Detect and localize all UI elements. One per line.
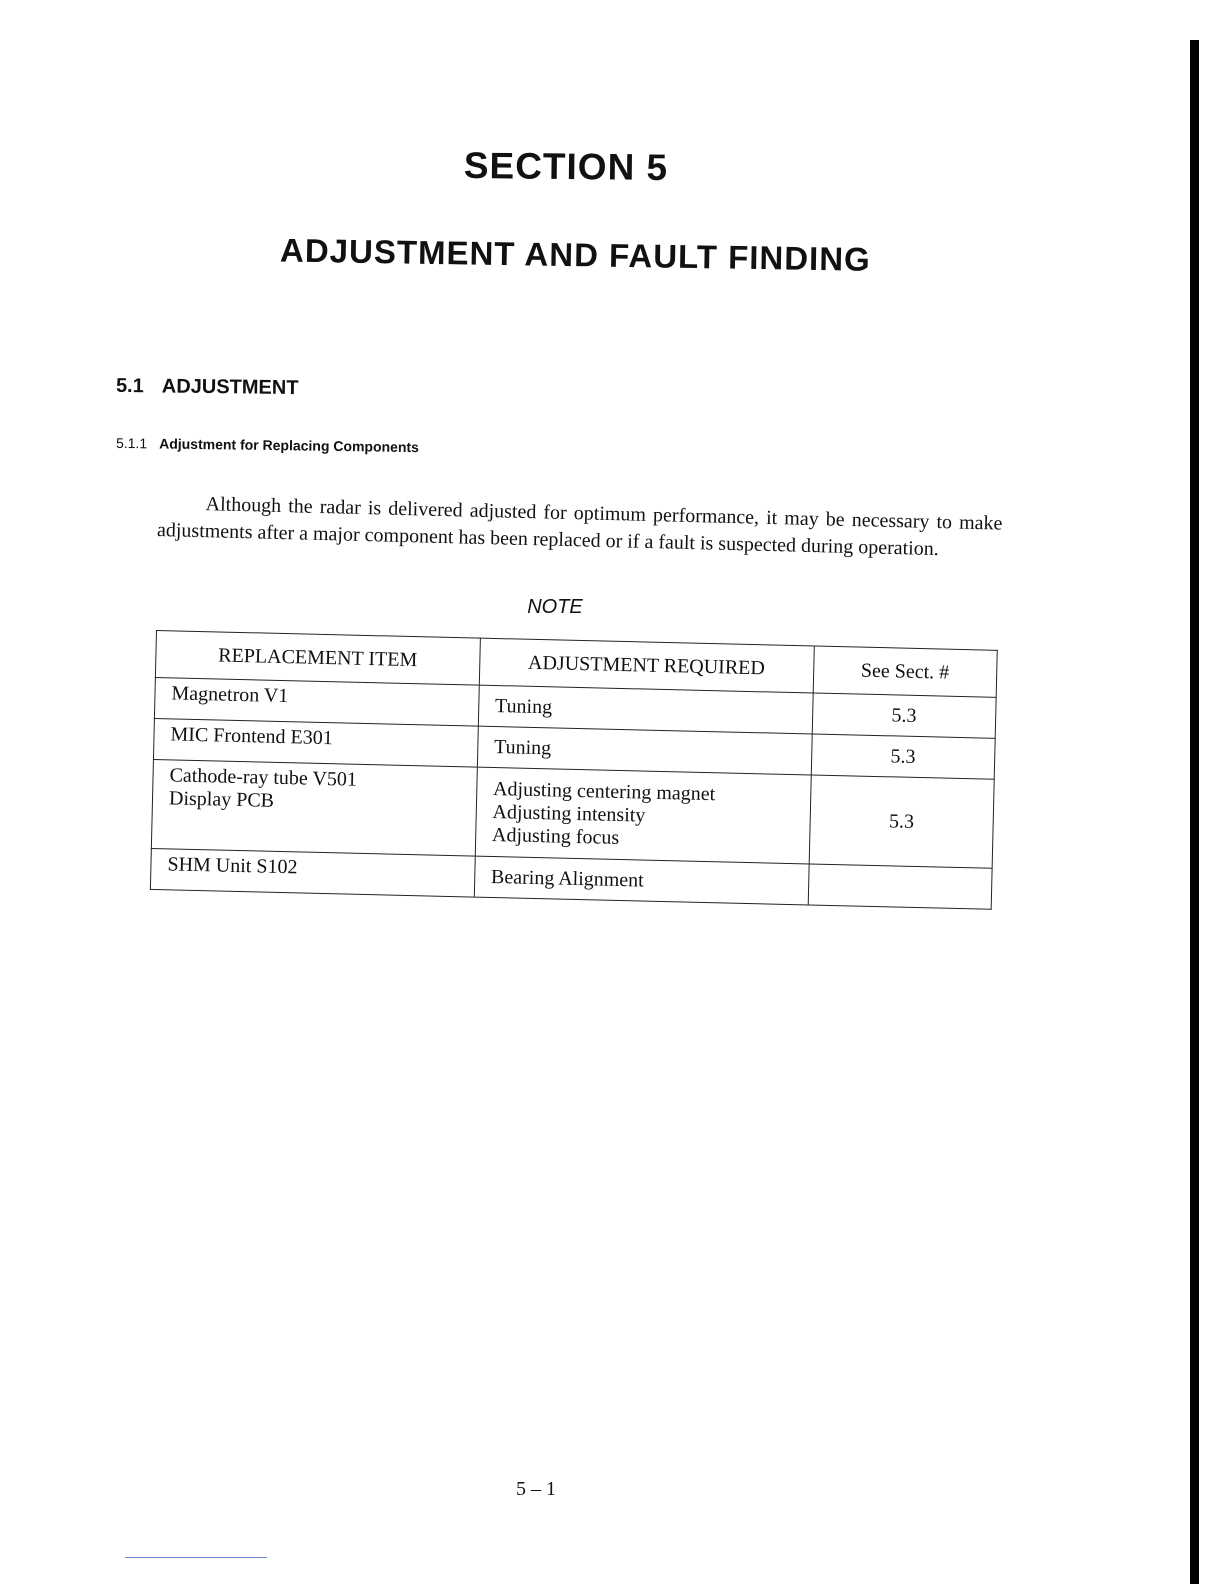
cell-section (808, 864, 992, 909)
item-line: Magnetron V1 (171, 682, 289, 708)
adjustment-line: Bearing Alignment (490, 865, 645, 892)
cell-section: 5.3 (811, 734, 995, 779)
adjustment-line: Tuning (493, 735, 552, 759)
cell-section: 5.3 (809, 775, 994, 868)
footer-rule (125, 1557, 267, 1558)
item-line: Cathode-ray tube V501 (169, 764, 358, 791)
heading-5-1-1-label: Adjustment for Replacing Components (159, 435, 420, 456)
cell-item (150, 848, 475, 897)
heading-5-1-number: 5.1 (115, 374, 144, 398)
heading-5-1-1 (116, 435, 419, 455)
cell-section: 5.3 (812, 693, 996, 738)
intro-paragraph: Although the radar is delivered adjusted for optimum performance, it may be necessary to make adjustments after a major component has been replaced or if a fault is suspected during operation. (156, 493, 1003, 561)
chapter-title: ADJUSTMENT AND FAULT FINDING (279, 231, 872, 278)
adjustment-table (150, 630, 998, 910)
scan-edge-border (1190, 40, 1199, 1584)
page-number: 5 – 1 (516, 1478, 556, 1500)
adjustment-line: Adjusting focus (491, 823, 620, 849)
header-adjustment-required: ADJUSTMENT REQUIRED (479, 638, 814, 693)
item-line: Display PCB (168, 787, 275, 812)
heading-5-1-label: ADJUSTMENT (161, 375, 299, 400)
cell-item (151, 759, 477, 856)
item-line: SHM Unit S102 (167, 853, 298, 879)
cell-adjustment (475, 767, 811, 864)
adjustment-line: Tuning (494, 694, 553, 718)
cell-adjustment (474, 856, 809, 905)
heading-5-1-1-number: 5.1.1 (115, 434, 148, 452)
heading-5-1 (116, 375, 299, 400)
header-replacement-item: REPLACEMENT ITEM (155, 631, 480, 686)
adjustment-line: Adjusting intensity (492, 800, 646, 827)
header-see-section: See Sect. # (813, 646, 998, 697)
section-number: SECTION 5 (463, 144, 669, 189)
item-line: MIC Frontend E301 (170, 723, 333, 750)
adjustment-line: Adjusting centering magnet (492, 777, 716, 805)
note-label: NOTE (527, 596, 583, 618)
